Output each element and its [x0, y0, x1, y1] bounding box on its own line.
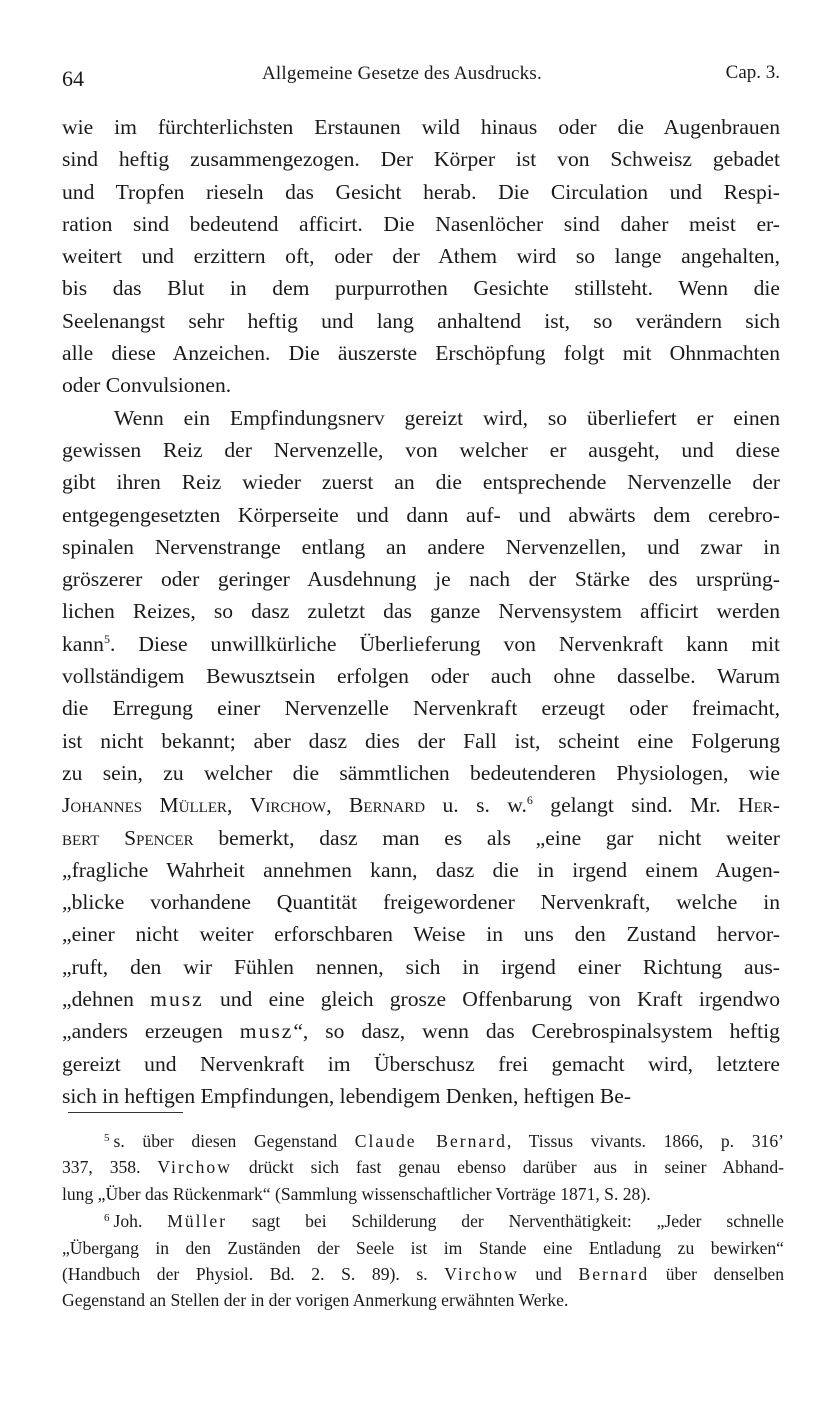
text-line: lichen Reizes, so dasz zuletzt das ganze Nervensystem afficirt werden — [62, 599, 780, 624]
spaced-emphasis: Claude Bernard — [354, 1131, 507, 1151]
text-line: weitert und erzittern oft, oder der Athem wird so lange angehalten, — [62, 244, 780, 269]
footnotes — [62, 1128, 784, 1315]
spaced-emphasis: Virchow — [157, 1157, 232, 1178]
text-line: die Erregung einer Nervenzelle Nervenkraft erzeugt oder freimacht, — [62, 696, 781, 721]
text-fragment: kann — [62, 631, 104, 656]
text-fragment: , — [326, 793, 350, 818]
text-line: bis das Blut in dem purpurrothen Gesichte stillsteht. Wenn die — [62, 276, 780, 301]
text-line: ist nicht bekannt; aber dasz dies der Fall ist, scheint eine Folgerung — [62, 728, 780, 753]
text-line: wie im fürchterlichsten Erstaunen wild hinaus oder die Augenbrauen — [62, 115, 780, 139]
running-title: Allgemeine Gesetze des Ausdrucks. — [262, 63, 542, 84]
text-line: „ruft, den wir Fühlen nennen, sich in irgend einer Richtung aus- — [62, 954, 780, 979]
paragraph-1 — [62, 111, 780, 402]
text-line: ration sind bedeutend afficirt. Die Nasenlöcher sind daher meist er- — [62, 211, 781, 236]
footnote-line — [62, 1128, 784, 1154]
text-line: spinalen Nervenstrange entlang an andere Nervenzellen, und zwar in — [62, 534, 780, 559]
text-fragment: und eine gleich grosze Offenbarung von Kraft irgendwo — [203, 987, 780, 1012]
text-line: und Tropfen rieseln das Gesicht herab. Die Circulation und Respi- — [62, 179, 780, 204]
text-line: gröszerer oder geringer Ausdehnung je nach der Stärke des ursprüng- — [62, 567, 780, 592]
footnote-6 — [62, 1208, 784, 1314]
text-line: Seelenangst sehr heftig und lang anhaltend ist, so verändern sich — [62, 308, 781, 333]
text-line — [62, 789, 780, 821]
text-fragment: über denselben — [649, 1264, 784, 1285]
person-name: Virchow — [249, 793, 327, 818]
person-name: Bernard — [349, 793, 426, 818]
page-header — [62, 60, 780, 90]
text-line: gewissen Reiz der Nervenzelle, von welcher er ausgeht, und diese — [62, 437, 780, 462]
text-line: „einer nicht weiter erforschbaren Weise in uns den Zustand hervor- — [62, 922, 780, 947]
text-fragment: sagt bei Schilderung der Nerventhätigkeit: „Jeder schnelle — [227, 1211, 784, 1232]
text-line: gereizt und Nervenkraft im Überschusz frei gemacht wird, letztere — [62, 1051, 780, 1076]
text-line — [62, 628, 780, 660]
spaced-emphasis: Virchow — [444, 1264, 519, 1285]
main-text — [62, 111, 780, 1112]
footnote-line: lung „Über das Rückenmark“ (Sammlung wissenschaftlicher Vorträge 1871, S. 28). — [62, 1183, 651, 1204]
text-line: „blicke vorhandene Quantität freigewordener Nervenkraft, welche in — [62, 890, 780, 915]
text-line: sich in heftigen Empfindungen, lebendigem Denken, heftigen Be- — [62, 1083, 632, 1108]
person-name: Her- — [738, 793, 780, 818]
footnote-line: „Übergang in den Zuständen der Seele ist im Stande eine Entladung zu bewirken“ — [62, 1237, 784, 1258]
text-fragment: „dehnen — [62, 987, 151, 1012]
text-fragment: “, so dasz, wenn das Cerebrospinalsystem heftig — [293, 1019, 780, 1044]
spaced-emphasis: musz — [150, 987, 204, 1012]
page-number: 64 — [62, 66, 84, 91]
text-fragment: u. s. w. — [425, 793, 527, 818]
footnote-divider — [68, 1112, 183, 1113]
footnote-ref-6[interactable]: 6 — [526, 793, 533, 808]
text-fragment: , Tissus vivants. 1866, p. 316’ — [506, 1131, 784, 1151]
text-fragment: 337, 358. — [62, 1157, 158, 1178]
text-fragment: drückt sich fast genau ebenso darüber aus in seiner Abhand- — [231, 1157, 785, 1178]
footnote-ref-5[interactable]: 5 — [103, 631, 110, 646]
footnote-marker: 6 — [104, 1212, 110, 1225]
text-line — [62, 1015, 780, 1047]
footnote-line — [62, 1154, 784, 1180]
spaced-emphasis: Bernard — [578, 1264, 650, 1285]
text-fragment: gelangt sind. Mr. — [532, 793, 739, 818]
text-fragment: bemerkt, dasz man es als „eine gar nicht weiter — [193, 825, 780, 850]
text-fragment: „anders erzeugen — [62, 1019, 240, 1044]
text-line: entgegengesetzten Körperseite und dann auf- und abwärts dem cerebro- — [62, 502, 780, 527]
text-line: „fragliche Wahrheit annehmen kann, dasz die in irgend einem Augen- — [62, 857, 780, 882]
footnote-line — [62, 1208, 784, 1234]
text-fragment: . Diese unwillkürliche Überlieferung von Nervenkraft kann mit — [109, 631, 780, 656]
footnote-5 — [62, 1128, 784, 1207]
spaced-emphasis: musz — [239, 1019, 294, 1044]
paragraph-2 — [62, 402, 780, 1113]
text-line: vollständigem Bewusztsein erfolgen oder auch ohne dasselbe. Warum — [62, 664, 780, 689]
text-fragment: (Handbuch der Physiol. Bd. 2. S. 89). s. — [62, 1264, 445, 1285]
text-fragment: , — [227, 793, 250, 818]
text-line: gibt ihren Reiz wieder zuerst an die entsprechende Nervenzelle der — [62, 470, 780, 495]
person-name: Johannes Müller — [62, 793, 227, 818]
text-line — [62, 822, 780, 854]
text-line: sind heftig zusammengezogen. Der Körper ist von Schweisz gebadet — [62, 147, 781, 172]
spaced-emphasis: Müller — [167, 1211, 228, 1232]
footnote-line — [62, 1261, 784, 1287]
text-line: Wenn ein Empfindungsnerv gereizt wird, so überliefert er einen — [114, 405, 780, 430]
text-fragment: Joh. — [113, 1211, 168, 1232]
text-line: alle diese Anzeichen. Die äuszerste Erschöpfung folgt mit Ohnmachten — [62, 341, 780, 366]
chapter-label: Cap. 3. — [725, 62, 780, 83]
text-fragment: s. über diesen Gegenstand — [113, 1131, 355, 1151]
text-line: zu sein, zu welcher die sämmtlichen bedeutenderen Physiologen, wie — [62, 760, 780, 785]
person-name: bert Spencer — [62, 825, 194, 850]
text-line — [62, 983, 780, 1015]
text-fragment: und — [518, 1264, 579, 1285]
footnote-marker: 5 — [104, 1132, 110, 1144]
text-line: oder Convulsionen. — [62, 373, 232, 398]
footnote-line: Gegenstand an Stellen der in der vorigen Anmerkung erwähnten Werke. — [62, 1290, 569, 1311]
